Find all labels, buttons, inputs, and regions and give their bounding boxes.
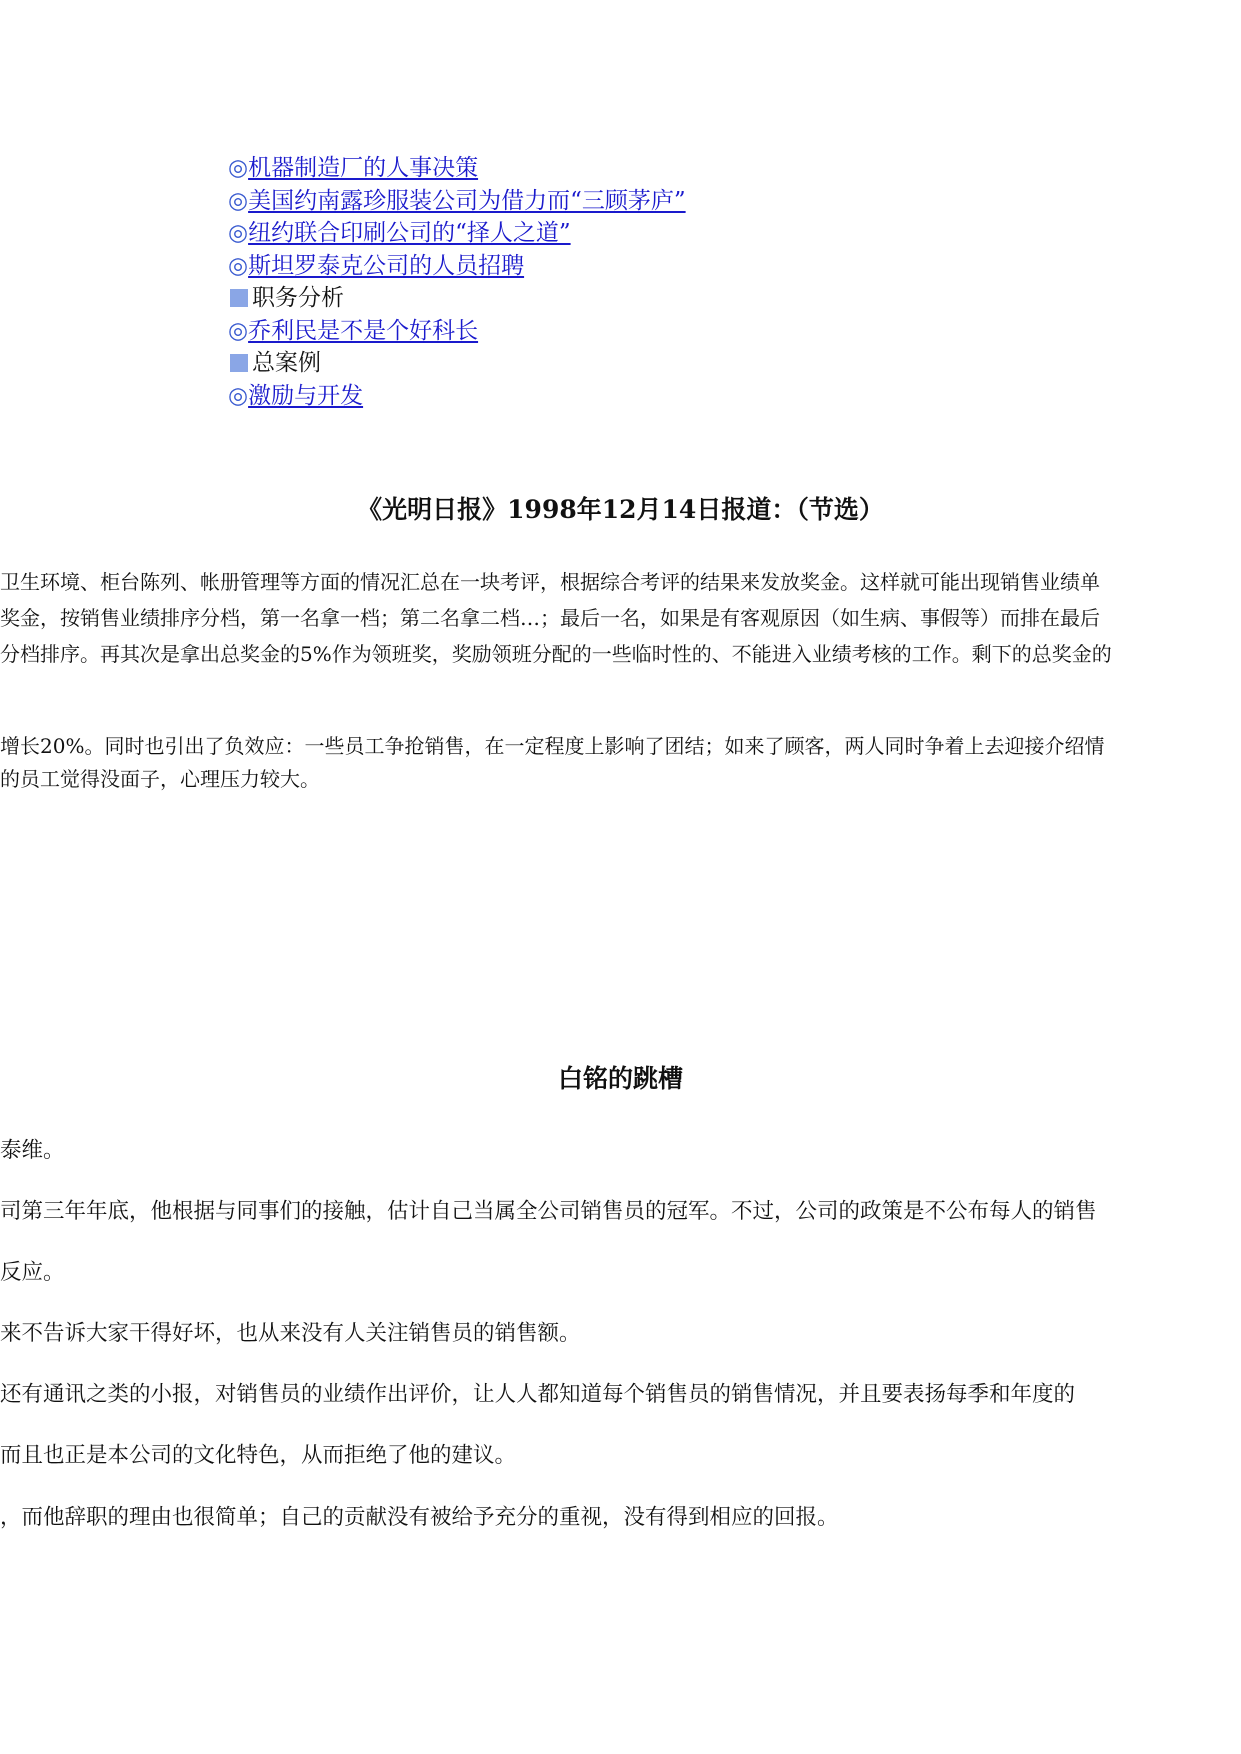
toc-section-label: 总案例	[252, 350, 321, 376]
case-text-line: 而且也正是本公司的文化特色，从而拒绝了他的建议。	[0, 1443, 517, 1468]
toc-section	[228, 282, 686, 315]
toc-link[interactable]: 乔利民是不是个好科长	[248, 317, 479, 344]
circle-bullet-icon: ◎	[228, 317, 249, 344]
circle-bullet-icon: ◎	[228, 382, 249, 409]
toc-item[interactable]	[228, 250, 686, 283]
toc-list	[228, 152, 686, 412]
toc-item[interactable]	[228, 217, 686, 250]
toc-item[interactable]	[228, 152, 686, 185]
square-bullet-icon	[230, 354, 248, 372]
toc-link[interactable]: 美国约南露珍服装公司为借力而“三顾茅庐”	[248, 187, 686, 214]
square-bullet-icon	[230, 289, 248, 307]
toc-section	[228, 347, 686, 380]
toc-link[interactable]: 纽约联合印刷公司的“择人之道”	[248, 220, 571, 246]
article-text-line: 分档排序。再其次是拿出总奖金的5%作为领班奖，奖励领班分配的一些临时性的、不能进入业绩考核的工作。剩下的总奖金的	[0, 642, 1112, 666]
case-text-line: 还有通讯之类的小报，对销售员的业绩作出评价，让人人都知道每个销售员的销售情况，并且要表扬每季和年度的	[0, 1382, 1076, 1407]
toc-item[interactable]	[228, 380, 686, 413]
circle-bullet-icon: ◎	[228, 252, 249, 279]
article-text-line: 增长20%。同时也引出了负效应：一些员工争抢销售，在一定程度上影响了团结；如来了顾客，两人同时争着上去迎接介绍情	[0, 734, 1105, 758]
toc-link[interactable]: 斯坦罗泰克公司的人员招聘	[248, 252, 525, 279]
case-text-line: ，而他辞职的理由也很简单；自己的贡献没有被给予充分的重视，没有得到相应的回报。	[0, 1505, 839, 1530]
toc-section-label: 职务分析	[252, 285, 344, 311]
article-text-line: 奖金，按销售业绩排序分档，第一名拿一档；第二名拿二档…；最后一名，如果是有客观原因（如生病、事假等）而排在最后	[0, 606, 1100, 630]
toc-link[interactable]: 机器制造厂的人事决策	[248, 155, 479, 181]
toc-link[interactable]: 激励与开发	[248, 382, 364, 409]
case-text-line: 反应。	[0, 1260, 65, 1285]
case-text-line: 司第三年年底，他根据与同事们的接触，估计自己当属全公司销售员的冠军。不过，公司的政策是不公布每人的销售	[0, 1199, 1097, 1224]
case-text-line: 泰维。	[0, 1138, 65, 1163]
circle-bullet-icon: ◎	[228, 155, 249, 181]
case-title: 白铭的跳槽	[557, 1064, 683, 1093]
circle-bullet-icon: ◎	[228, 220, 249, 246]
article-text-line: 卫生环境、柜台陈列、帐册管理等方面的情况汇总在一块考评，根据综合考评的结果来发放奖金。这样就可能出现销售业绩单	[0, 570, 1100, 594]
article-title: 《光明日报》1998年12月14日报道：（节选）	[357, 495, 884, 524]
circle-bullet-icon: ◎	[228, 187, 249, 214]
toc-item[interactable]	[228, 185, 686, 218]
article-text-line: 的员工觉得没面子，心理压力较大。	[0, 767, 320, 791]
toc-item[interactable]	[228, 315, 686, 348]
case-text-line: 来不告诉大家干得好坏，也从来没有人关注销售员的销售额。	[0, 1321, 581, 1346]
